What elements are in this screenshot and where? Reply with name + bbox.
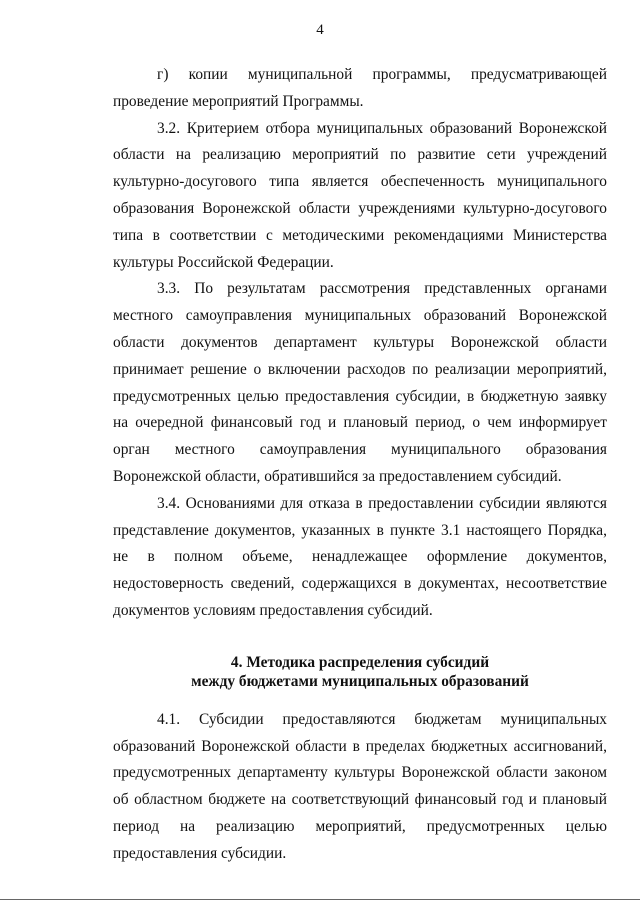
paragraph-3-2: 3.2. Критерием отбора муниципальных образований Воронежской области на реализацию мероприятий по развитие сети учреждений культурно-досугового типа является обеспеченность муниципального образования Воронежской области учреждениями культурно-досугового типа в соответствии с методическими рекомендациями Министерства культуры Российской Федерации. — [113, 119, 607, 271]
page-number: 4 — [316, 22, 324, 38]
paragraph-3-1-g: г) копии муниципальной программы, предусматривающей проведение мероприятий Программы. — [113, 66, 607, 110]
section-heading — [113, 653, 607, 691]
document-body — [113, 62, 607, 868]
paragraph-3-3: 3.3. По результатам рассмотрения представленных органами местного самоуправления муниципальных образований Воронежской области документов департамент культуры Воронежской области принимает решение о включении расходов по реализации мероприятий, предусмотренных целью предоставления субсидии, в бюджетную заявку на очередной финансовый год и плановый период, о чем информирует орган местного самоуправления муниципального образования Воронежской области, обратившийся за предоставлением субсидий. — [113, 280, 607, 485]
paragraph-3-4: 3.4. Основаниями для отказа в предоставлении субсидии являются представление документов, указанных в пункте 3.1 настоящего Порядка, не в полном объеме, ненадлежащее оформление документов, недостоверность сведений, содержащихся в документах, несоответствие документов условиям предоставления субсидий. — [113, 494, 607, 619]
section-heading-line-2: между бюджетами муниципальных образований — [191, 672, 529, 690]
section-heading-line-1: 4. Методика распределения субсидий — [230, 653, 490, 671]
bottom-divider — [0, 899, 640, 900]
paragraph-4-1: 4.1. Субсидии предоставляются бюджетам муниципальных образований Воронежской области в пределах бюджетных ассигнований, предусмотренных департаменту культуры Воронежской области законом об областном бюджете на соответствующий финансовый год и плановый период на реализацию мероприятий, предусмотренных целью предоставления субсидии. — [113, 710, 607, 862]
